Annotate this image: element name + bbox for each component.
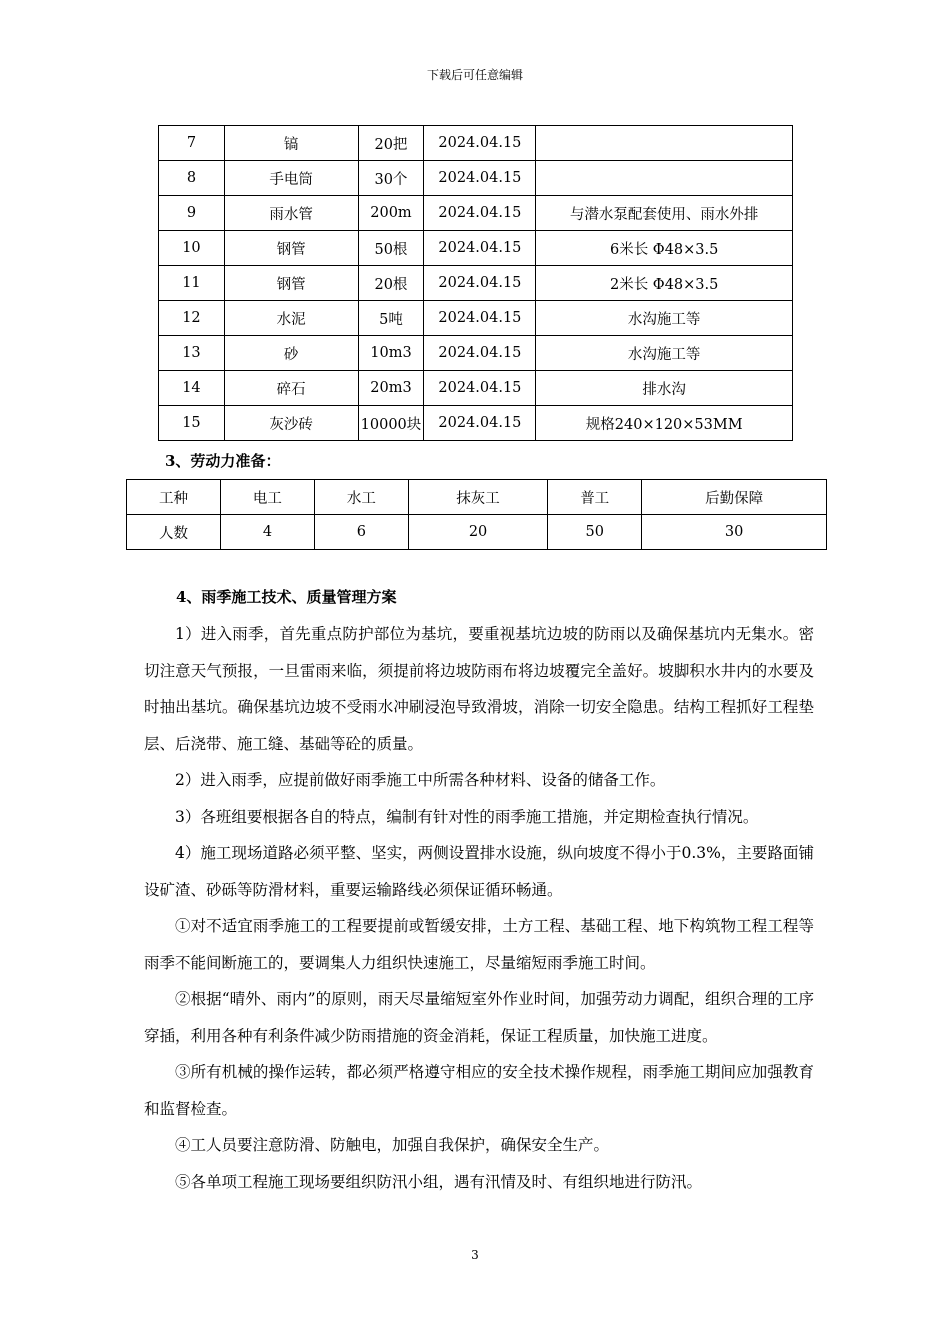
materials-row — [159, 406, 793, 441]
materials-cell: 碎石 — [224, 371, 358, 406]
materials-cell: 2024.04.15 — [424, 161, 536, 196]
materials-cell: 6米长 Φ48×3.5 — [536, 231, 793, 266]
materials-cell: 20根 — [358, 266, 424, 301]
materials-row — [159, 266, 793, 301]
materials-cell: 与潜水泵配套使用、雨水外排 — [536, 196, 793, 231]
paragraph: 3）各班组要根据各自的特点，编制有针对性的雨季施工措施，并定期检查执行情况。 — [175, 807, 759, 826]
materials-cell: 15 — [159, 406, 225, 441]
materials-cell: 2米长 Φ48×3.5 — [536, 266, 793, 301]
materials-cell: 10 — [159, 231, 225, 266]
labor-cell: 抹灰工 — [408, 480, 547, 515]
labor-cell: 工种 — [127, 480, 221, 515]
paragraph: ②根据“晴外、雨内”的原则，雨天尽量缩短室外作业时间，加强劳动力调配，组织合理的工序穿插，利用各种有利条件减少防雨措施的资金消耗，保证工程质量，加快施工进度。 — [144, 990, 814, 1045]
materials-row — [159, 231, 793, 266]
labor-cell: 人数 — [127, 515, 221, 550]
materials-cell: 水沟施工等 — [536, 336, 793, 371]
labor-cell: 水工 — [314, 480, 408, 515]
paragraph: ①对不适宜雨季施工的工程要提前或暂缓安排，土方工程、基础工程、地下构筑物工程工程等雨季不能间断施工的，要调集人力组织快速施工，尽量缩短雨季施工时间。 — [144, 917, 814, 972]
paragraph: ③所有机械的操作运转，都必须严格遵守相应的安全技术操作规程，雨季施工期间应加强教育和监督检查。 — [144, 1063, 814, 1118]
materials-row — [159, 196, 793, 231]
paragraph: 1）进入雨季，首先重点防护部位为基坑，要重视基坑边坡的防雨以及确保基坑内无集水。密切注意天气预报，一旦雷雨来临，须提前将边坡防雨布将边坡覆完全盖好。坡脚积水井内的水要及时抽出基坑。确保基坑边坡不受雨水冲刷浸泡导致滑坡，消除一切安全隐患。结构工程抓好工程垫层、后浇带、施工缝、基础等砼的质量。 — [144, 625, 814, 753]
materials-cell: 规格240×120×53MM — [536, 406, 793, 441]
materials-table — [158, 125, 793, 441]
materials-cell: 9 — [159, 196, 225, 231]
materials-cell: 2024.04.15 — [424, 406, 536, 441]
materials-cell: 5吨 — [358, 301, 424, 336]
materials-cell: 50根 — [358, 231, 424, 266]
paragraph: 2）进入雨季，应提前做好雨季施工中所需各种材料、设备的储备工作。 — [175, 771, 666, 789]
labor-table — [126, 479, 827, 550]
materials-cell: 钢管 — [224, 231, 358, 266]
materials-cell: 2024.04.15 — [424, 371, 536, 406]
paragraph: 4）施工现场道路必须平整、坚实，两侧设置排水设施，纵向坡度不得小于0.3%，主要路面铺设矿渣、砂砾等防滑材料，重要运输路线必须保证循环畅通。 — [144, 844, 814, 899]
materials-cell: 10000块 — [358, 406, 424, 441]
materials-cell: 2024.04.15 — [424, 196, 536, 231]
labor-cell: 30 — [642, 515, 827, 550]
materials-cell: 2024.04.15 — [424, 336, 536, 371]
materials-cell: 11 — [159, 266, 225, 301]
materials-cell: 2024.04.15 — [424, 231, 536, 266]
materials-cell: 7 — [159, 126, 225, 161]
section-4-title: 4、雨季施工技术、质量管理方案 — [176, 588, 397, 606]
materials-cell: 2024.04.15 — [424, 266, 536, 301]
materials-table-body — [159, 126, 793, 441]
materials-cell — [536, 126, 793, 161]
materials-cell: 14 — [159, 371, 225, 406]
materials-cell: 水泥 — [224, 301, 358, 336]
materials-cell: 钢管 — [224, 266, 358, 301]
materials-row — [159, 301, 793, 336]
labor-cell: 4 — [220, 515, 314, 550]
materials-cell: 手电筒 — [224, 161, 358, 196]
materials-cell: 30个 — [358, 161, 424, 196]
materials-cell: 水沟施工等 — [536, 301, 793, 336]
labor-header-row — [127, 480, 827, 515]
labor-cell: 20 — [408, 515, 547, 550]
materials-cell: 2024.04.15 — [424, 301, 536, 336]
materials-cell: 灰沙砖 — [224, 406, 358, 441]
labor-cell: 50 — [548, 515, 642, 550]
materials-cell: 20m3 — [358, 371, 424, 406]
materials-cell: 砂 — [224, 336, 358, 371]
section-4-body — [144, 616, 814, 1200]
section-3-title: 3、劳动力准备： — [165, 452, 281, 470]
labor-cell: 电工 — [220, 480, 314, 515]
materials-cell: 10m3 — [358, 336, 424, 371]
page-header: 下载后可任意编辑 — [426, 68, 523, 82]
paragraph: ⑤各单项工程施工现场要组织防汛小组，遇有汛情及时、有组织地进行防汛。 — [175, 1172, 703, 1191]
materials-cell: 20把 — [358, 126, 424, 161]
materials-row — [159, 336, 793, 371]
labor-cell: 6 — [314, 515, 408, 550]
materials-cell: 8 — [159, 161, 225, 196]
materials-cell: 13 — [159, 336, 225, 371]
page-number: 3 — [471, 1248, 479, 1262]
materials-cell: 200m — [358, 196, 424, 231]
labor-cell: 普工 — [548, 480, 642, 515]
labor-cell: 后勤保障 — [642, 480, 827, 515]
materials-cell: 排水沟 — [536, 371, 793, 406]
materials-row — [159, 126, 793, 161]
materials-cell: 雨水管 — [224, 196, 358, 231]
paragraph: ④工人员要注意防滑、防触电，加强自我保护，确保安全生产。 — [175, 1136, 610, 1154]
materials-cell: 2024.04.15 — [424, 126, 536, 161]
materials-row — [159, 161, 793, 196]
materials-cell — [536, 161, 793, 196]
labor-count-row — [127, 515, 827, 550]
materials-cell: 12 — [159, 301, 225, 336]
materials-cell: 镐 — [224, 126, 358, 161]
materials-row — [159, 371, 793, 406]
